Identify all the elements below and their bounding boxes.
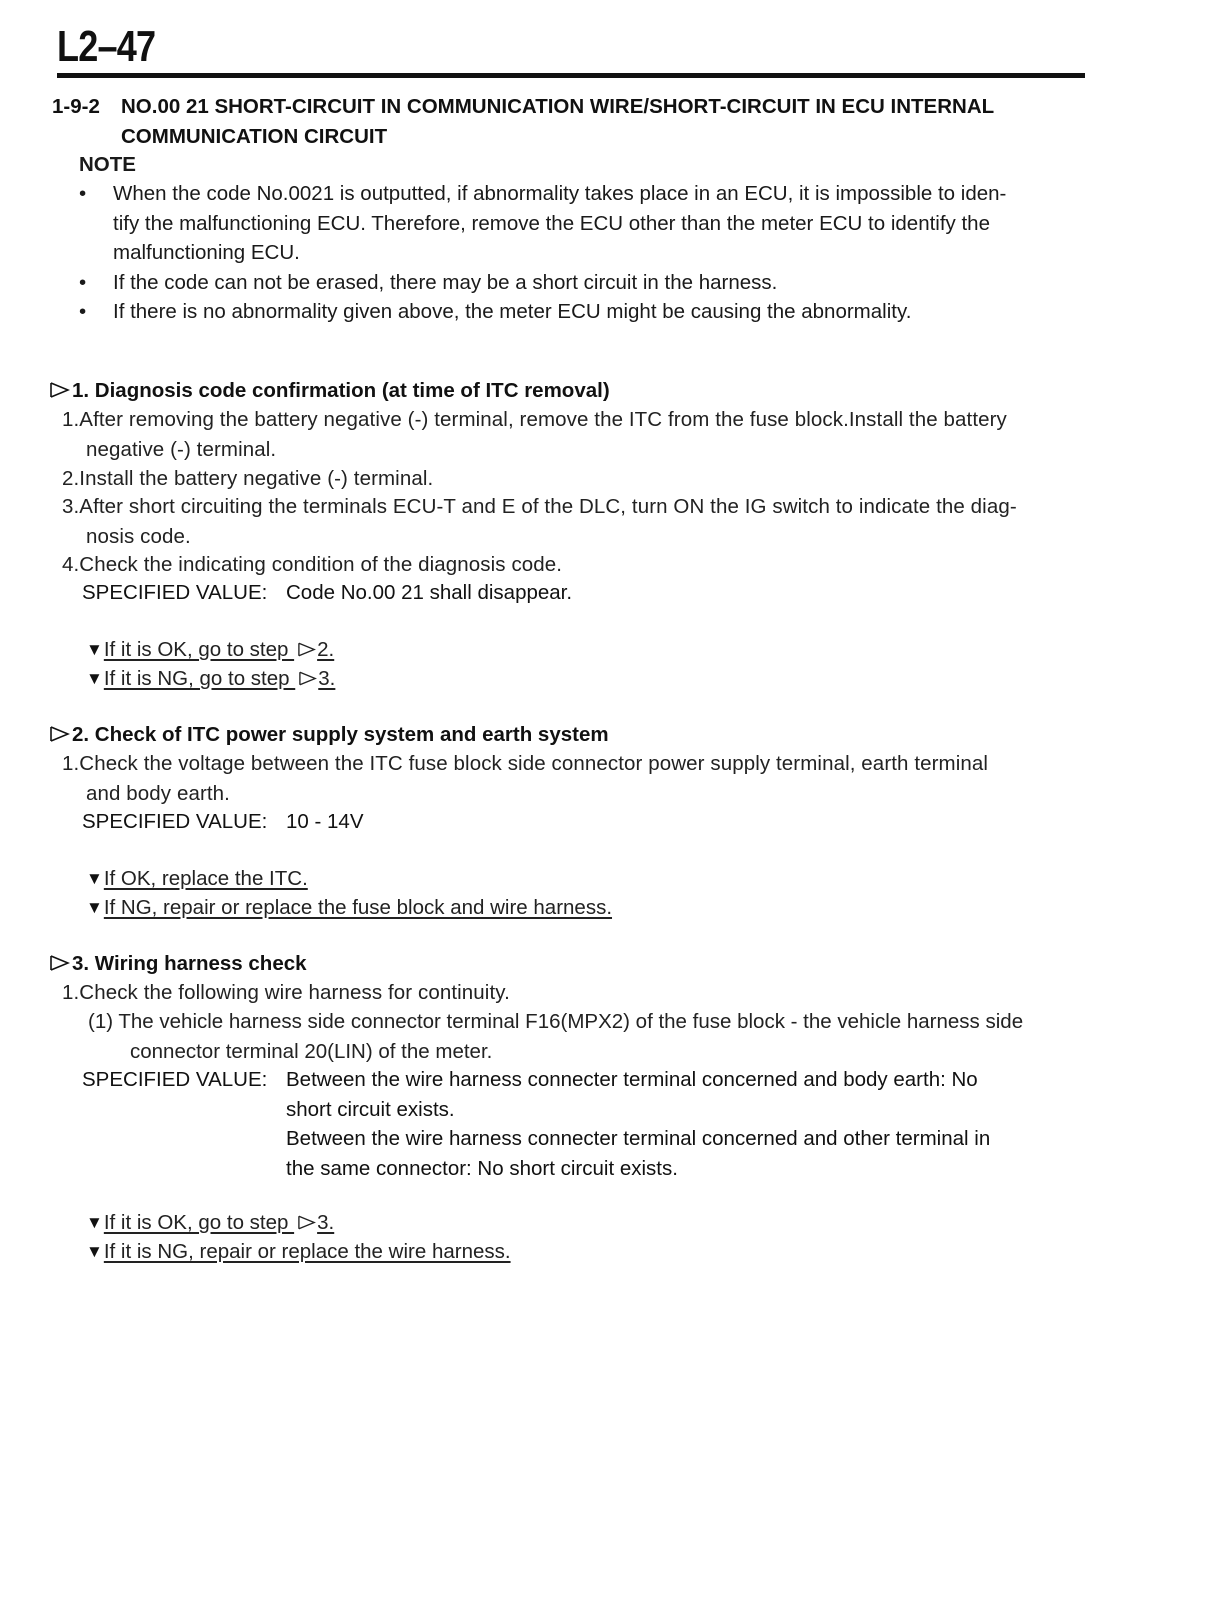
step3-heading [50,949,1100,979]
note-item-text: When the code No.0021 is outputted, if abnormality takes place in an ECU, it is impossible to iden- [113,182,1007,205]
spec-label: SPECIFIED VALUE: [82,581,268,604]
step-triangle-icon [50,955,70,971]
note-item [79,297,1099,327]
step2-item-1 [62,749,1102,808]
step1-item-3 [62,492,1102,551]
step3-item-1-text: 1.Check the following wire harness for continuity. [62,981,510,1004]
spec-value-line: the same connector: No short circuit exists. [286,1156,678,1180]
spec-value: Code No.00 21 shall disappear. [286,581,573,604]
step1-heading-text: 1. Diagnosis code confirmation (at time of ITC removal) [72,379,610,402]
note-label: NOTE [79,153,136,176]
bullet-icon: • [79,182,87,205]
result-text[interactable]: If NG, repair or replace the fuse block and wire harness. [103,896,613,919]
result-step[interactable]: 2. [317,638,335,661]
note-item-text: tify the malfunctioning ECU. Therefore, remove the ECU other than the meter ECU to identify the [113,211,990,235]
step2-heading-text: 2. Check of ITC power supply system and earth system [72,723,609,746]
step2-item-1-line2: and body earth. [86,781,230,805]
result-text[interactable]: If it is OK, go to step [103,638,295,661]
note-list [79,179,1099,327]
step3-result-ng[interactable] [86,1237,511,1267]
down-triangle-icon: ▼ [86,898,103,917]
step1-result-ok[interactable] [86,635,334,665]
bullet-icon: • [79,300,87,323]
spec-value-line: Between the wire harness connecter terminal concerned and body earth: No [286,1068,978,1091]
step1-item-2-text: 2.Install the battery negative (-) terminal. [62,467,434,490]
step1-item-3-line1: 3.After short circuiting the terminals ECU-T and E of the DLC, turn ON the IG switch to indicate the diag- [62,495,1017,518]
step1-result-ng[interactable] [86,664,335,694]
result-step[interactable]: 3. [318,667,336,690]
step2-result-ok[interactable] [86,864,308,894]
step-triangle-icon [299,671,317,686]
section-number: 1-9-2 [52,95,100,118]
result-text[interactable]: If it is OK, go to step [103,1211,295,1234]
result-step[interactable]: 3. [317,1211,335,1234]
spec-value: 10 - 14V [286,810,364,833]
step2-result-ng[interactable] [86,893,612,923]
header-rule [57,73,1085,78]
result-text[interactable]: If OK, replace the ITC. [103,867,308,890]
step3-result-ok[interactable] [86,1208,334,1238]
down-triangle-icon: ▼ [86,869,103,888]
step3-heading-text: 3. Wiring harness check [72,952,307,975]
step1-item-1-line2: negative (-) terminal. [86,437,277,461]
down-triangle-icon: ▼ [86,1242,103,1261]
step-triangle-icon [298,1215,316,1230]
section-title-text [121,92,1081,152]
step1-item-1-line1: 1.After removing the battery negative (-) terminal, remove the ITC from the fuse block.Install the battery [62,408,1007,431]
result-text[interactable]: If it is NG, repair or replace the wire harness. [103,1240,511,1263]
step3-item-1 [62,978,1102,1008]
section-title-line1: NO.00 21 SHORT-CIRCUIT IN COMMUNICATION WIRE/SHORT-CIRCUIT IN ECU INTERNAL [121,95,995,118]
step1-item-4-text: 4.Check the indicating condition of the diagnosis code. [62,553,563,576]
step3-spec [82,1065,1102,1183]
down-triangle-icon: ▼ [86,669,103,688]
spec-label: SPECIFIED VALUE: [82,810,268,833]
step3-subitem-1-line2: connector terminal 20(LIN) of the meter. [130,1039,493,1063]
down-triangle-icon: ▼ [86,1213,103,1232]
note-item-text: If the code can not be erased, there may be a short circuit in the harness. [113,270,778,294]
spec-label: SPECIFIED VALUE: [82,1068,268,1091]
step-triangle-icon [50,382,70,398]
step-triangle-icon [298,642,316,657]
spec-value [286,1065,1046,1183]
note-item [79,179,1099,268]
result-text[interactable]: If it is NG, go to step [103,667,296,690]
note-item-text: malfunctioning ECU. [113,241,300,264]
bullet-icon: • [79,270,87,294]
step1-item-4 [62,550,1102,580]
spec-value-line: short circuit exists. [286,1097,455,1121]
step3-subitem-1 [88,1007,1088,1066]
page-number: L2–47 [57,22,156,71]
step1-heading [50,376,1100,406]
note-item-text: If there is no abnormality given above, the meter ECU might be causing the abnormality. [113,300,912,323]
step2-heading [50,720,1100,750]
section-title-line2: COMMUNICATION CIRCUIT [121,125,388,148]
step-triangle-icon [50,726,70,742]
step3-subitem-1-line1: (1) The vehicle harness side connector terminal F16(MPX2) of the fuse block - the vehicle harness side [88,1010,1024,1033]
step1-item-2 [62,464,1102,494]
step1-item-3-line2: nosis code. [86,524,191,548]
down-triangle-icon: ▼ [86,640,103,659]
note-item [79,268,1099,298]
spec-value-line: Between the wire harness connecter terminal concerned and other terminal in [286,1127,991,1150]
step2-item-1-line1: 1.Check the voltage between the ITC fuse block side connector power supply terminal, earth terminal [62,752,989,775]
step1-item-1 [62,405,1102,464]
